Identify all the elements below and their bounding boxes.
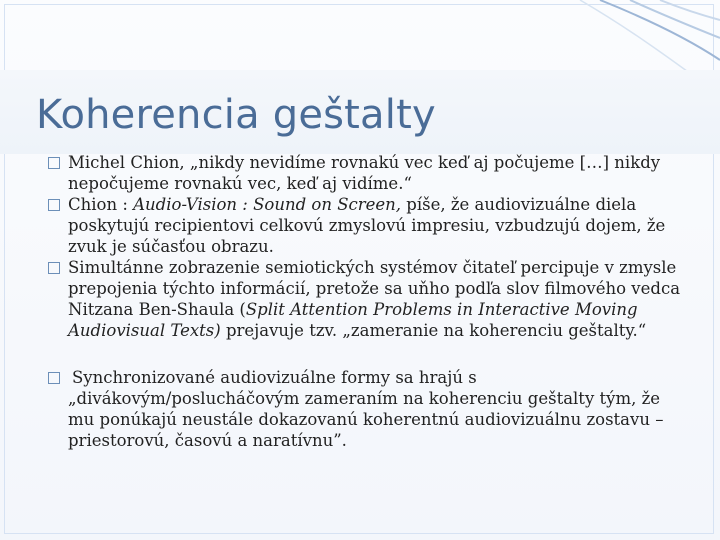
square-bullet-icon — [48, 157, 60, 169]
bullet-list — [48, 152, 686, 451]
bullet-item — [48, 257, 686, 341]
square-bullet-icon — [48, 372, 60, 384]
slide-title: Koherencia geštalty — [36, 92, 436, 138]
bullet-text: Synchronizované audiovizuálne formy sa hrajú s „divákovým/poslucháčovým zameraním na koherenciu geštalty tým, že mu ponúkajú neustále dokazovanú koherentnú audiovizuálnu zostavu – priestorovú, časovú a naratívnu”. — [68, 368, 664, 450]
bullet-text-part: píše, že audiovizuálne diela poskytujú recipientovi celkovú zmyslovú impresiu, vzbudzujú dojem, že zvuk je súčasťou obrazu. — [68, 195, 666, 256]
bullet-text-part: Chion : — [68, 195, 134, 214]
bullet-text — [68, 258, 680, 340]
bullet-text-part: prejavuje tzv. „zameranie na koherenciu geštalty.“ — [220, 321, 647, 340]
bullet-text-italic: Split Attention Problems in Interactive Moving Audiovisual Texts) — [68, 300, 638, 340]
bullet-text-italic: Audio-Vision : Sound on Screen, — [133, 195, 402, 214]
square-bullet-icon — [48, 262, 60, 274]
bullet-item — [48, 194, 686, 257]
bullet-text — [68, 195, 665, 256]
bullet-text: Michel Chion, „nikdy nevidíme rovnakú vec keď aj počujeme […] nikdy nepočujeme rovnakú vec, keď aj vidíme.“ — [68, 153, 661, 193]
bullet-text-part: Simultánne zobrazenie semiotických systémov čitateľ percipuje v zmysle prepojenia týchto informácií, pretože sa uňho podľa slov filmového vedca Nitzana Ben-Shaula ( — [68, 258, 681, 319]
bullet-item — [48, 367, 686, 451]
bullet-item — [48, 152, 686, 194]
square-bullet-icon — [48, 199, 60, 211]
